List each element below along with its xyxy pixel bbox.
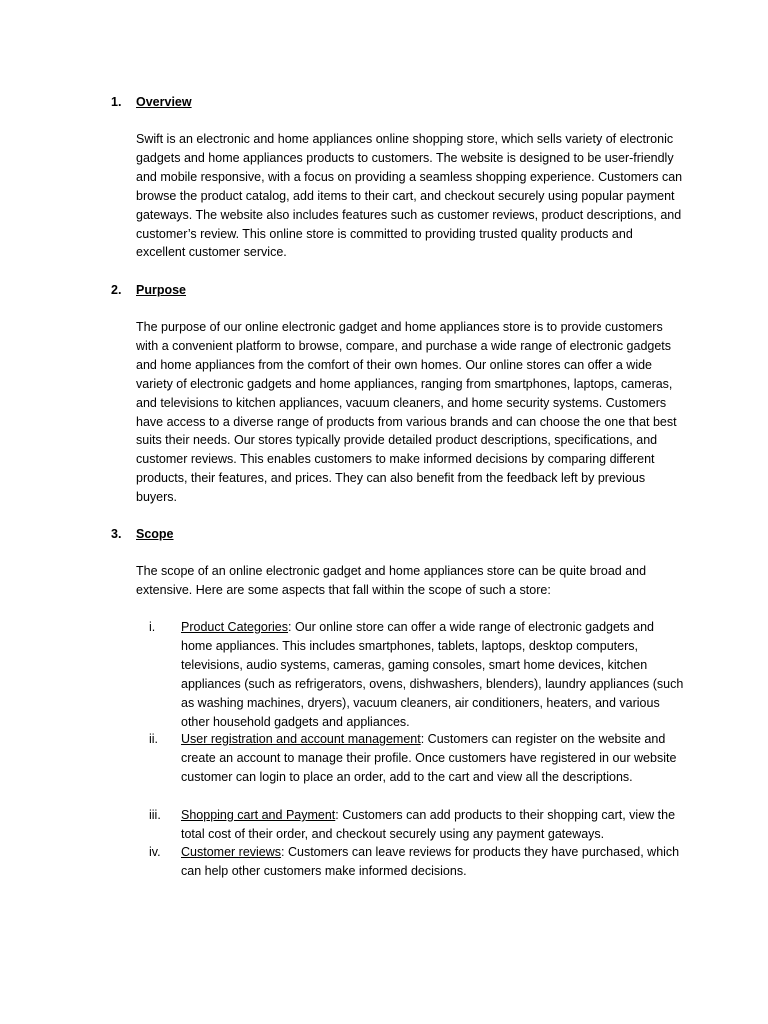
overview-paragraph: Swift is an electronic and home appliances online shopping store, which sells variety of electronic gadgets and home appliances products to customers. The website is designed to be user-friendly and mobile responsive, with a focus on providing a seamless shopping experience. Customers can browse the product catalog, add items to their cart, and checkout securely using popular payment gateways. The website also includes features such as customer reviews, product descriptions, and customer’s review. This online store is committed to providing trusted quality products and excellent customer service. [136, 132, 683, 260]
section-title: Overview [136, 95, 192, 109]
list-item-body [181, 730, 686, 787]
list-item-term: Product Categories [181, 620, 289, 634]
purpose-paragraph: The purpose of our online electronic gadget and home appliances store is to provide customers with a convenient platform to browse, compare, and purchase a wide range of electronic gadgets and home appliances from the comfort of their own homes. Our online stores can offer a wide variety of electronic gadgets and home appliances, ranging from smartphones, laptops, cameras, and televisions to kitchen appliances, vacuum cleaners, and home security systems. Customers have access to a diverse range of products from various brands and can choose the one that best suits their needs. Our stores typically provide detailed product descriptions, specifications, and customer reviews. This enables customers to make informed decisions by comparing different products, their features, and prices. They can also benefit from the feedback left by previous buyers. [136, 320, 677, 505]
list-item-body [181, 618, 686, 731]
list-numeral: ii. [149, 732, 159, 746]
list-item-term: User registration and account management [181, 732, 421, 746]
section-number: 2. [111, 283, 122, 297]
section-title: Purpose [136, 283, 187, 297]
list-numeral: i. [149, 620, 156, 634]
scope-paragraph: The scope of an online electronic gadget and home appliances store can be quite broad and extensive. Here are some aspects that fall within the scope of such a store: [136, 564, 647, 597]
list-numeral: iv. [149, 845, 161, 859]
list-item-term: Shopping cart and Payment [181, 808, 336, 822]
section-heading-purpose [111, 281, 186, 300]
section-title: Scope [136, 527, 174, 541]
list-numeral: iii. [149, 808, 161, 822]
section-heading-overview [111, 93, 192, 112]
list-item-text: : Customers can leave reviews for products they have purchased, which can help other customers make informed decisions. [181, 845, 680, 878]
list-item-text: : Customers can register on the website and create an account to manage their profile. Once customers have registered in our website customer can login to place an order, add to the cart and view all the descriptions. [181, 732, 677, 784]
list-item-body [181, 806, 686, 844]
list-item-term: Customer reviews [181, 845, 282, 859]
section-number: 1. [111, 95, 122, 109]
list-item-body [181, 843, 686, 881]
section-heading-scope [111, 525, 174, 544]
list-item-text: : Our online store can offer a wide range of electronic gadgets and home appliances. This includes smartphones, tablets, laptops, desktop computers, televisions, audio systems, cameras, gaming consoles, smart home devices, kitchen appliances (such as refrigerators, ovens, dishwashers, blenders), laundry appliances (such as washing machines, dryers), vacuum cleaners, air conditioners, heaters, and various other household gadgets and appliances. [181, 620, 684, 729]
list-item-text: : Customers can add products to their shopping cart, view the total cost of their order, and checkout securely using any payment gateways. [181, 808, 676, 841]
section-number: 3. [111, 527, 122, 541]
